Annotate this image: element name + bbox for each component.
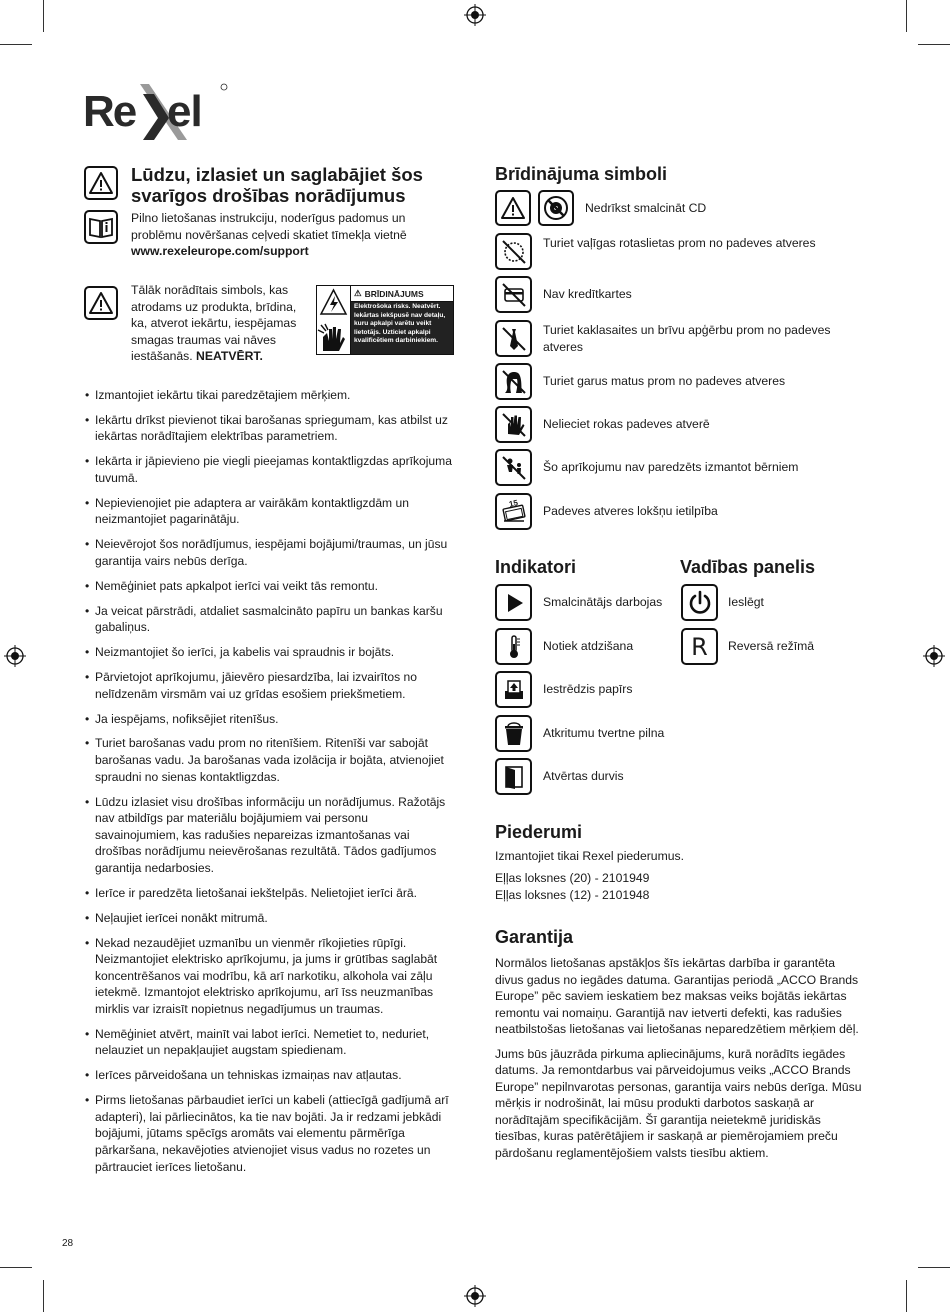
symbol-label: Reversā režīmā (728, 639, 815, 653)
safety-bullet: • Ja veicat pārstrādi, atdaliet sasmalcināto papīru un bankas karšu gabaliņus. (85, 603, 455, 636)
sheet-capacity-icon (495, 493, 532, 530)
symbol-label: Turiet kaklasaites un brīvu apģērbu prom no padeves atveres (543, 323, 831, 354)
accessories-intro: Izmantojiet tikai Rexel piederumus. (495, 849, 684, 863)
safety-bullet: • Nekad nezaudējiet uzmanību un vienmēr rīkojieties rūpīgi. Neizmantojiet elektrisko aprīkojumu, ja jums ir grūtības saglabāt koncentrēšanos vai modrību, kā arī narkotiku, alkohola vai zāļu ietekmē. Izmantojot elektrisko aprīkojumu, arī īss neuzmanības mirklis var izraisīt nopietnus negadījumus un traumas. (85, 935, 455, 1018)
accessory-line: Eļļas loksnes (12) - 2101948 (495, 887, 650, 902)
reverse-icon (681, 628, 718, 665)
crop-mark (906, 1280, 907, 1312)
symbol-label: Turiet garus matus prom no padeves atveres (543, 374, 786, 388)
thermometer-icon (495, 628, 532, 665)
crop-mark (918, 44, 950, 45)
symbol-label: Nav kredītkartes (543, 287, 632, 301)
warning-header-text: BRĪDINĀJUMS (364, 288, 424, 299)
symbol-label: Nedrīkst smalcināt CD (585, 201, 707, 215)
no-long-hair-icon (495, 363, 532, 400)
hand-shock-icon (317, 321, 350, 355)
sheet-capacity-badge: 15 (508, 498, 519, 509)
safety-bullet: • Lūdzu izlasiet visu drošības informāciju un norādījumus. Ražotājs nav atbildīgs par materiālu bojājumiem vai personu savainojumiem, kas radušies nepareizas izmantošanas vai drošības norādījumu neievērošanas rezultātā. Tādos gadījumos garantija nedarbosies. (85, 794, 455, 877)
warning-label-body: Elektrošoka risks. Neatvērt. Iekārtas iekšpusē nav detaļu, kuru apkalpi varētu veikt lietotājs. Uzticiet apkalpi kvalificētiem darbiniekiem. (351, 302, 453, 354)
registration-mark-icon (923, 645, 945, 667)
crop-mark (0, 44, 32, 45)
paper-jam-icon (495, 671, 532, 708)
no-children-icon (495, 449, 532, 486)
safety-bullet: • Neļaujiet ierīcei nonākt mitrumā. (85, 910, 455, 927)
safety-bullet: • Pirms lietošanas pārbaudiet ierīci un kabeli (attiecīgā gadījumā arī adapteri), lai pārliecinātos, ka tie nav bojāti. Ja ir redzami jebkādi bojājumi, jūtams spēcīgs aromāts vai elementu pārmērīga pārkaršana, nekavējoties atvienojiet visus vadus no rozetes un pārtrauciet ierīces lietošanu. (85, 1092, 455, 1175)
safety-bullet: • Turiet barošanas vadu prom no ritenīšiem. Ritenīši var sabojāt barošanas vadu. Ja barošanas vada izolācija ir bojāta, atvienojiet spraudni no sienas kontaktligzdas. (85, 735, 455, 785)
accessories-title: Piederumi (495, 822, 583, 842)
no-cd-icon (538, 190, 574, 226)
safety-bullet: • Ierīces pārveidošana un tehniskas izmaiņas nav atļautas. (85, 1067, 455, 1084)
electric-shock-icon (317, 286, 350, 320)
safety-bullet: • Nemēģiniet atvērt, mainīt vai labot ierīci. Nemetiet to, neduriet, nelauziet un nepakļaujiet augstam spiedienam. (85, 1026, 455, 1059)
accessories-list (495, 870, 875, 903)
crop-mark (918, 1267, 950, 1268)
registration-mark-icon (464, 4, 486, 26)
symbol-label: Notiek atdzišana (543, 639, 634, 653)
no-jewellery-icon (495, 233, 532, 270)
symbol-label: Atkritumu tvertne pilna (543, 726, 665, 740)
svg-text:el: el (167, 87, 202, 136)
symbol-label: Nelieciet rokas padeves atverē (543, 417, 710, 431)
power-icon (681, 584, 718, 621)
reverse-glyph: R (691, 632, 708, 661)
symbol-label: Atvērtas durvis (543, 769, 624, 783)
safety-bullet: • Neizmantojiet šo ierīci, ja kabelis vai spraudnis ir bojāts. (85, 644, 455, 661)
safety-bullet: • Iekārta ir jāpievieno pie viegli pieejamas kontaktligzdas aprīkojuma tuvumā. (85, 453, 455, 486)
symbol-label: Ieslēgt (728, 595, 764, 609)
warranty-text (495, 955, 865, 1161)
bin-full-icon (495, 715, 532, 752)
manual-book-icon (84, 210, 118, 244)
symbol-label: Šo aprīkojumu nav paredzēts izmantot bērniem (543, 460, 799, 474)
safety-bullet-list (85, 387, 455, 1184)
symbol-label: Padeves atveres lokšņu ietilpība (543, 504, 718, 518)
control-panel-title: Vadības panelis (680, 557, 816, 577)
play-icon (495, 584, 532, 621)
warranty-title: Garantija (495, 927, 574, 947)
manual-info (131, 210, 431, 260)
accessory-line: Eļļas loksnes (20) - 2101949 (495, 871, 650, 885)
door-open-icon (495, 758, 532, 795)
safety-bullet: • Nemēģiniet pats apkalpot ierīci vai veikt tās remontu. (85, 578, 455, 595)
safety-title: Lūdzu, izlasiet un saglabājiet šos svarīgos drošības norādījumus (131, 164, 423, 206)
svg-text:Re: Re (83, 87, 136, 136)
safety-bullet: • Ja iespējams, nofiksējiet ritenīšus. (85, 711, 455, 728)
indicators-title: Indikatori (495, 557, 577, 577)
do-not-open-text: NEATVĒRT. (196, 349, 263, 363)
no-hand-icon (495, 406, 532, 443)
symbol-label: Turiet vaļīgas rotaslietas prom no padeves atveres (543, 236, 816, 250)
warning-label-icons (317, 286, 351, 354)
warranty-paragraph: Normālos lietošanas apstākļos šīs iekārtas darbība ir garantēta divus gadus no iegādes datuma. Garantijas periodā „ACCO Brands Europe” pēc saviem ieskatiem bez maksas veiks bojātās iekārtas remontu vai nomaiņu. Garantijā nav ietverti defekti, kas radušies neatbilstošas lietošanas vai lietošanas neparedzētiem mērķiem dēļ. (495, 956, 859, 1036)
page-number: 28 (62, 1238, 74, 1249)
safety-bullet: • Pārvietojot aprīkojumu, jāievēro piesardzība, lai izvairītos no nelīdzenām virsmām vai uz grīdas esošiem priekšmetiem. (85, 669, 455, 702)
rexel-logo (83, 78, 233, 144)
warning-label-header: ⚠ BRĪDINĀJUMS (351, 286, 453, 302)
safety-bullet: • Neievērojot šos norādījumus, iespējami bojājumi/traumas, un jūsu garantija vairs nebūs derīga. (85, 536, 455, 569)
warranty-paragraph: Jums būs jāuzrāda pirkuma apliecinājums, kurā norādīts iegādes datums. Ja remontdarbus vai pārveidojumus veiks „ACCO Brands Europe” nepilnvarotas personas, garantija vairs nebūs derīga. Mūsu mērķis ir nodrošināt, lai mūsu produkti darbotos saskaņā ar norādītajām specifikācijām. Šī garantija neietekmē juridiskās tiesības, kuras patērētājiem ir saskaņā ar piemērojamiem preču pārdošanu reglamentējošiem valsts tiesību aktiem. (495, 1046, 862, 1160)
manual-text: Pilno lietošanas instrukciju, noderīgus padomus un problēmu novēršanas ceļvedi skatiet tīmekļa vietnē (131, 211, 407, 242)
crop-mark (0, 1267, 32, 1268)
symbol-text: Tālāk norādītais simbols, kas atrodams uz produkta, brīdina, ka, atverot iekārtu, iespējamas smagas traumas vai nāves iestāšanās. (131, 283, 297, 363)
safety-bullet: • Izmantojiet iekārtu tikai paredzētajiem mērķiem. (85, 387, 455, 404)
crop-mark (43, 0, 44, 32)
registration-mark-icon (464, 1285, 486, 1307)
support-url[interactable]: www.rexeleurope.com/support (131, 244, 309, 258)
symbol-label: Smalcinātājs darbojas (543, 595, 663, 609)
electric-shock-warning-label (316, 285, 454, 355)
crop-mark (906, 0, 907, 32)
no-tie-icon (495, 320, 532, 357)
warning-triangle-icon (84, 166, 118, 200)
warning-triangle-icon (84, 286, 118, 320)
no-credit-card-icon (495, 276, 532, 313)
safety-bullet: • Nepievienojiet pie adaptera ar vairākām kontaktligzdām un neizmantojiet pagarinātāju. (85, 495, 455, 528)
crop-mark (43, 1280, 44, 1312)
symbol-label: Iestrēdzis papīrs (543, 682, 633, 696)
registration-mark-icon (4, 645, 26, 667)
symbol-warning-text (131, 282, 311, 365)
warning-triangle-icon (495, 190, 531, 226)
safety-bullet: • Iekārtu drīkst pievienot tikai barošanas spriegumam, kas atbilst uz iekārtas norādītajiem elektrības parametriem. (85, 412, 455, 445)
warning-symbols-title: Brīdinājuma simboli (495, 164, 668, 184)
safety-bullet: • Ierīce ir paredzēta lietošanai iekštelpās. Nelietojiet ierīci ārā. (85, 885, 455, 902)
